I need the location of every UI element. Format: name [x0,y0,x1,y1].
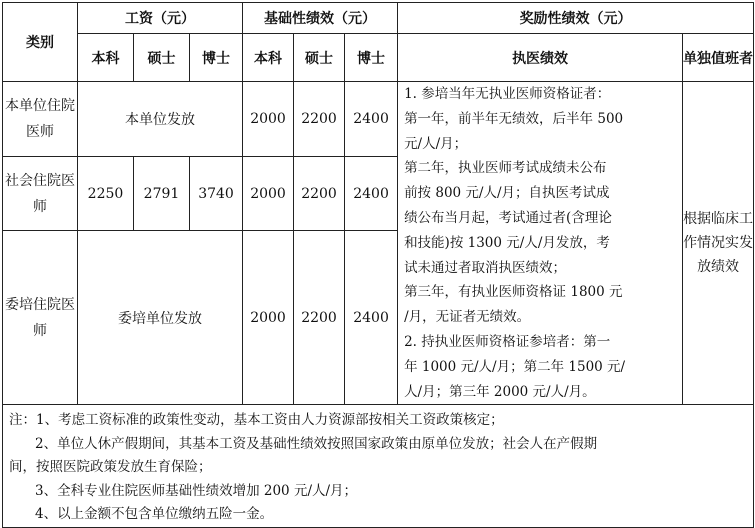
row-base-value: 2400 [345,156,398,231]
note-line: 4、以上金额不包含单位缴纳五险一金。 [35,506,274,523]
practice-performance-text [398,82,683,405]
practice-line: 前按 800 元/人/月；自执医考试成 [404,185,610,202]
header-reward-performance: 奖励性绩效（元） [398,3,754,34]
header-separate-duty: 单独值班者 [683,34,754,82]
row-base-value: 2200 [294,156,345,231]
practice-line: 2. 持执业医师资格证参培者：第一 [404,333,611,350]
practice-line: 第一年，前半年无绩效，后半年 500 [404,110,624,127]
note-line: 3、全科专业住院医师基础性绩效增加 200 元/人/月； [35,482,358,499]
practice-line: 第二年，执业医师考试成绩未公布 [404,160,607,177]
row-base-value: 2400 [345,82,398,157]
note-line: 注：1、考虑工资标准的政策性变动，基本工资由人力资源部按相关工资政策核定； [9,412,504,429]
row-wage-commissioned: 委培单位发放 [78,231,243,405]
header-wage: 工资（元） [78,3,243,34]
practice-line: 年 1000 元/人/月；第二年 1500 元/ [404,358,626,375]
separate-duty-text: 根据临床工作情况实发放绩效 [683,82,754,405]
practice-line: 1. 参培当年无执业医师资格证者： [404,86,611,102]
row-category-society: 社会住院医师 [3,156,78,231]
row-base-value: 2200 [294,82,345,157]
row-base-value: 2000 [243,231,294,405]
header-base-performance: 基础性绩效（元） [243,3,398,34]
practice-line: /月，无证者无绩效。 [404,309,531,326]
header-wage-master: 硕士 [134,34,190,82]
header-practice-performance: 执医绩效 [398,34,683,82]
header-wage-bachelor: 本科 [78,34,134,82]
salary-table-container [2,2,753,528]
header-category: 类别 [3,3,78,82]
row-base-value: 2400 [345,231,398,405]
row-wage-own-unit: 本单位发放 [78,82,243,157]
header-base-bachelor: 本科 [243,34,294,82]
header-base-master: 硕士 [294,34,345,82]
row-base-value: 2000 [243,156,294,231]
row-category-own-unit: 本单位住院医师 [3,82,78,157]
row-category-commissioned: 委培住院医师 [3,231,78,405]
row-base-value: 2000 [243,82,294,157]
row-base-value: 2200 [294,231,345,405]
header-base-doctor: 博士 [345,34,398,82]
salary-table [2,2,754,528]
note-line: 间，按照医院政策发放生育保险； [9,459,212,476]
practice-line: 绩公布当月起，考试通过者(含理论 [404,209,612,226]
practice-line: 元/人/月； [404,135,468,152]
row-wage-value: 2250 [78,156,134,231]
practice-line: 和技能)按 1300 元/人/月发放，考 [404,234,610,251]
note-line: 2、单位人休产假期间，其基本工资及基础性绩效按照国家政策由原单位发放；社会人在产假期 [35,435,598,452]
row-wage-value: 2791 [134,156,190,231]
notes-section [3,405,754,528]
practice-line: 第三年，有执业医师资格证 1800 元 [404,284,623,301]
header-wage-doctor: 博士 [190,34,243,82]
practice-line: 人/月；第三年 2000 元/人/月。 [404,383,596,400]
row-wage-value: 3740 [190,156,243,231]
practice-line: 试未通过者取消执医绩效； [404,259,567,276]
